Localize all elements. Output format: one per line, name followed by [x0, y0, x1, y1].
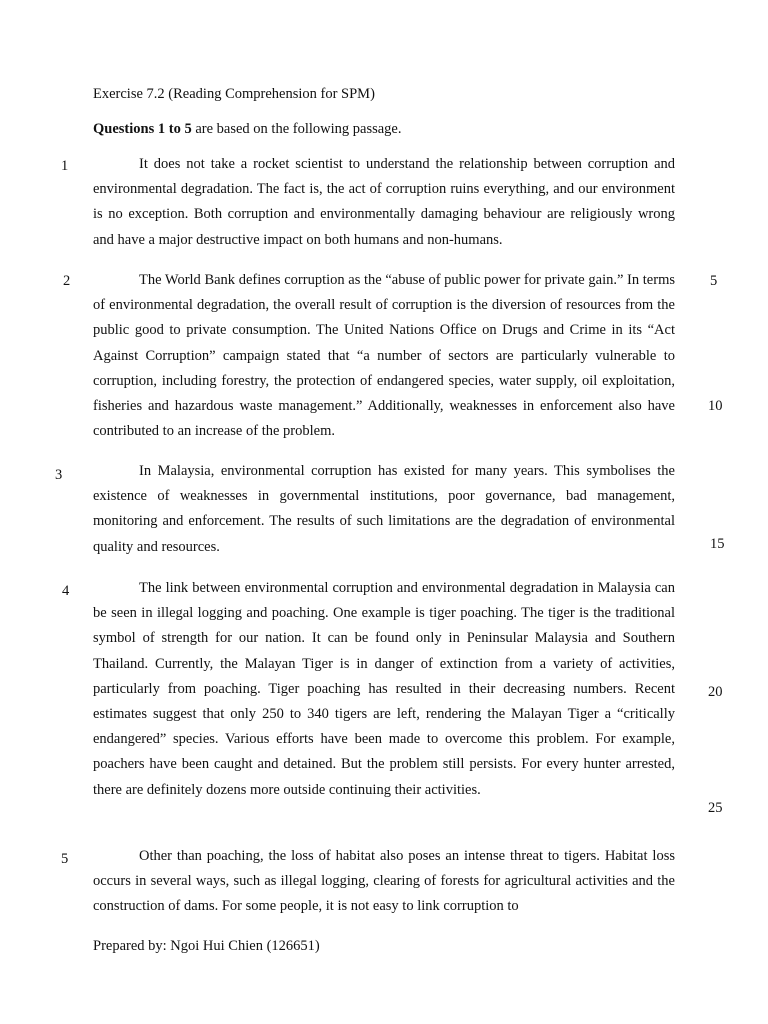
line-number-15: 15 — [710, 536, 725, 552]
intro-bold: Questions 1 to 5 — [93, 121, 192, 137]
footer-prepared-by: Prepared by: Ngoi Hui Chien (126651) — [93, 938, 320, 954]
paragraph-3: In Malaysia, environmental corruption has existed for many years. This symbolises the existence of weaknesses in governmental institutions, poor governance, bad management, monitoring and enforcement. The results of such limitations are the degradation of environmental quality and resources. — [93, 463, 675, 555]
exercise-title: Exercise 7.2 (Reading Comprehension for SPM) — [93, 86, 375, 102]
line-number-5: 5 — [710, 273, 718, 289]
paragraph-2: The World Bank defines corruption as the “abuse of public power for private gain.” In terms of environmental degradation, the overall result of corruption is the diversion of resources from the public good to private consumption. The United Nations Office on Drugs and Crime in its “Act Against Corruption” campaign stated that “a number of sectors are particularly vulnerable to corruption, including forestry, the protection of endangered species, water supply, oil exploitation, fisheries and hazardous waste management.” Additionally, weaknesses in enforcement also have contributed to an increase of the problem. — [93, 272, 675, 440]
intro-rest: are based on the following passage. — [191, 121, 402, 137]
paragraph-number-4: 4 — [62, 583, 70, 599]
line-number-25: 25 — [708, 800, 723, 816]
paragraph-number-1: 1 — [61, 158, 69, 174]
paragraph-number-3: 3 — [55, 467, 63, 483]
paragraph-1: It does not take a rocket scientist to understand the relationship between corruption and environmental degradation. The fact is, the act of corruption ruins everything, and our environment is no exception. Both corruption and environmentally damaging behaviour are religiously wrong and have a major destructive impact on both humans and non-humans. — [93, 156, 675, 248]
paragraph-5: Other than poaching, the loss of habitat also poses an intense threat to tigers. Habitat loss occurs in several ways, such as illegal logging, clearing of forests for agricultural activities and the construction of dams. For some people, it is not easy to link corruption to — [93, 848, 675, 915]
paragraph-4: The link between environmental corruption and environmental degradation in Malaysia can be seen in illegal logging and poaching. One example is tiger poaching. The tiger is the traditional symbol of strength for our nation. It can be found only in Peninsular Malaysia and Southern Thailand. Currently, the Malayan Tiger is in danger of extinction from a variety of activities, particularly from poaching. Tiger poaching has resulted in their decreasing numbers. Recent estimates suggest that only 250 to 340 tigers are left, rendering the Malayan Tiger a “critically endangered” species. Various efforts have been made to overcome this problem. For example, poachers have been caught and detained. But the problem still persists. For every hunter arrested, there are definitely dozens more outside continuing their activities. — [93, 580, 675, 798]
paragraph-number-2: 2 — [63, 273, 71, 289]
line-number-10: 10 — [708, 398, 723, 414]
paragraph-number-5: 5 — [61, 851, 69, 867]
line-number-20: 20 — [708, 684, 723, 700]
questions-intro — [93, 121, 402, 138]
